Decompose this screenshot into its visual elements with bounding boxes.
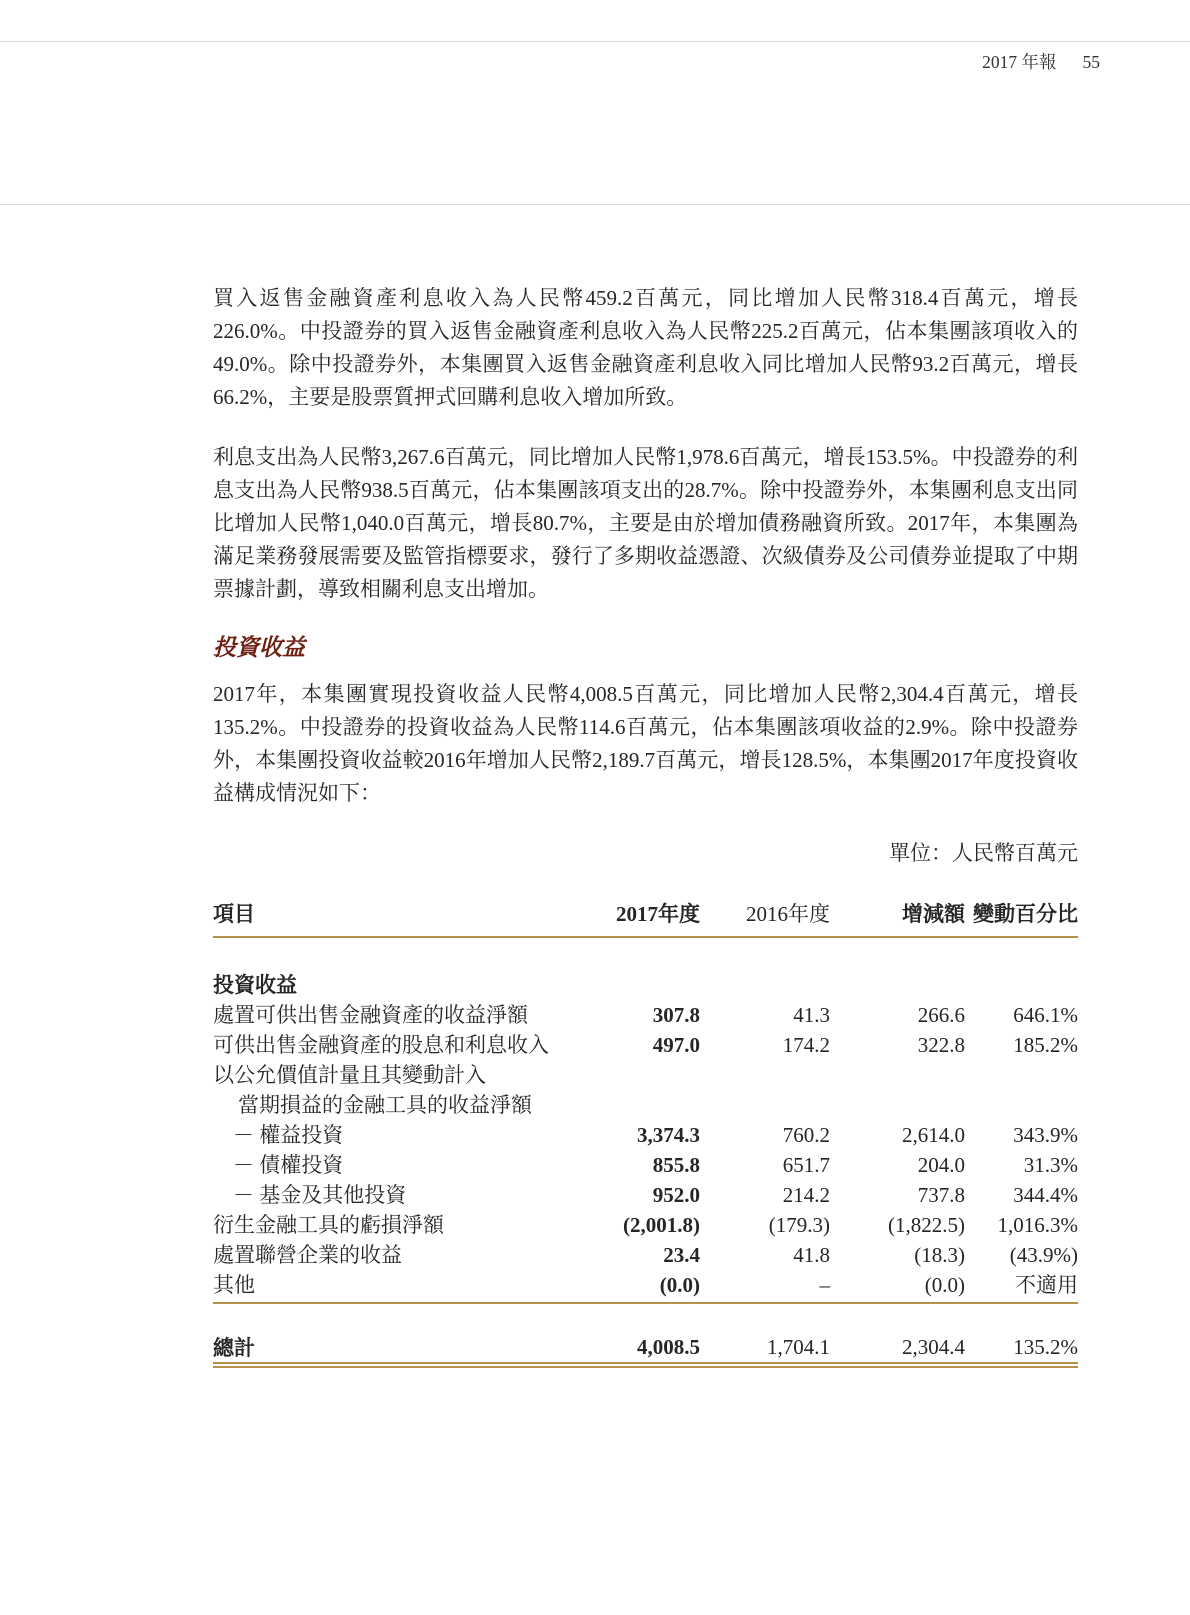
table-row	[213, 1180, 1078, 1210]
cell-2016: 760.2	[782, 1123, 830, 1147]
column-header-change: 增減額	[902, 902, 965, 926]
table-row	[213, 1240, 1078, 1270]
cell-2016: –	[819, 1273, 830, 1297]
table-row	[213, 1120, 1078, 1150]
table-row	[213, 1150, 1078, 1180]
table-bottom-double-rule	[213, 1366, 1078, 1368]
cell-change: 737.8	[917, 1183, 965, 1207]
cell-pct: 185.2%	[1013, 1033, 1078, 1057]
cell-pct: 343.9%	[1013, 1123, 1078, 1147]
cell-2017: 3,374.3	[637, 1123, 700, 1147]
report-title: 2017 年報	[982, 52, 1057, 72]
cell-total-2016: 1,704.1	[767, 1334, 830, 1359]
cell-label: 處置聯營企業的收益	[213, 1243, 402, 1267]
cell-pct: 344.4%	[1013, 1183, 1078, 1207]
cell-2016: 41.8	[793, 1243, 830, 1267]
table-row	[213, 1000, 1078, 1030]
cell-2016: 174.2	[782, 1033, 830, 1057]
cell-change: (18.3)	[914, 1243, 965, 1267]
content-column	[213, 282, 1078, 1368]
cell-2016: 41.3	[793, 1003, 830, 1027]
cell-total-2017: 4,008.5	[637, 1334, 700, 1359]
cell-2017: 23.4	[663, 1243, 700, 1267]
cell-change: 266.6	[917, 1003, 965, 1027]
table-row	[213, 970, 1078, 1000]
cell-pct: 不適用	[1015, 1273, 1078, 1297]
table-row	[213, 1060, 1078, 1090]
cell-2016: 651.7	[782, 1153, 830, 1177]
cell-2017: 952.0	[652, 1183, 700, 1207]
section-heading-investment-income: 投資收益	[213, 635, 305, 660]
cell-pct: 1,016.3%	[997, 1213, 1078, 1237]
cell-label: 衍生金融工具的虧損淨額	[213, 1213, 444, 1237]
cell-2017: 855.8	[652, 1153, 700, 1177]
cell-2017: (2,001.8)	[623, 1213, 700, 1237]
cell-label: － 基金及其他投資	[233, 1183, 407, 1207]
table-header-row	[213, 870, 1078, 938]
table-row	[213, 1030, 1078, 1060]
cell-change: (1,822.5)	[888, 1213, 965, 1237]
cell-pct: (43.9%)	[1009, 1243, 1078, 1267]
cell-label: 處置可供出售金融資產的收益淨額	[213, 1003, 528, 1027]
cell-change: (0.0)	[924, 1273, 965, 1297]
table-total-row	[213, 1332, 1078, 1364]
cell-change: 322.8	[917, 1033, 965, 1057]
cell-pct: 646.1%	[1013, 1003, 1078, 1027]
cell-change: 2,614.0	[902, 1123, 965, 1147]
header-divider-bottom	[0, 204, 1190, 205]
cell-total-label: 總計	[213, 1336, 255, 1360]
cell-label: － 權益投資	[233, 1123, 344, 1147]
cell-total-change: 2,304.4	[902, 1334, 965, 1359]
column-header-item: 項目	[213, 902, 255, 926]
cell-2017: 307.8	[652, 1003, 700, 1027]
table-row	[213, 1270, 1078, 1300]
paragraph-investment-income: 2017年，本集團實現投資收益人民幣4,008.5百萬元，同比增加人民幣2,304.4百萬元，增長135.2%。中投證券的投資收益為人民幣114.6百萬元，佔本集團該項收益的2.9%。除中投證券外，本集團投資收益較2016年增加人民幣2,189.7百萬元，增長128.5%，本集團2017年度投資收益構成情況如下：	[213, 682, 1078, 805]
table-row	[213, 1090, 1078, 1120]
cell-total-pct: 135.2%	[1013, 1334, 1078, 1359]
cell-label: － 債權投資	[233, 1153, 344, 1177]
cell-pct: 31.3%	[1023, 1153, 1078, 1177]
table-row	[213, 1210, 1078, 1240]
column-header-2017: 2017年度	[616, 902, 700, 926]
cell-label: 以公允價值計量且其變動計入	[213, 1063, 486, 1087]
column-header-2016: 2016年度	[746, 902, 830, 926]
table-unit-label: 單位：人民幣百萬元	[889, 841, 1078, 865]
cell-2016: (179.3)	[768, 1213, 830, 1237]
cell-label: 可供出售金融資產的股息和利息收入	[213, 1033, 549, 1057]
cell-2017: 497.0	[652, 1033, 700, 1057]
cell-change: 204.0	[917, 1153, 965, 1177]
cell-2016: 214.2	[782, 1183, 830, 1207]
page-number: 55	[1082, 52, 1100, 72]
cell-label: 其他	[213, 1273, 255, 1297]
cell-label: 投資收益	[213, 973, 297, 997]
paragraph-interest-expense: 利息支出為人民幣3,267.6百萬元，同比增加人民幣1,978.6百萬元，增長153.5%。中投證券的利息支出為人民幣938.5百萬元，佔本集團該項支出的28.7%。除中投證券外，本集團利息支出同比增加人民幣1,040.0百萬元，增長80.7%，主要是由於增加債務融資所致。2017年，本集團為滿足業務發展需要及監管指標要求，發行了多期收益憑證、次級債券及公司債券並提取了中期票據計劃，導致相關利息支出增加。	[213, 445, 1078, 601]
cell-2017: (0.0)	[659, 1273, 700, 1297]
column-header-pct-change: 變動百分比	[973, 902, 1078, 926]
paragraph-repo-interest-income: 買入返售金融資產利息收入為人民幣459.2百萬元，同比增加人民幣318.4百萬元，增長226.0%。中投證券的買入返售金融資產利息收入為人民幣225.2百萬元，佔本集團該項收入的49.0%。除中投證券外，本集團買入返售金融資產利息收入同比增加人民幣93.2百萬元，增長66.2%，主要是股票質押式回購利息收入增加所致。	[213, 286, 1078, 409]
table-body	[213, 938, 1078, 1304]
page-header	[982, 49, 1100, 74]
cell-label: 當期損益的金融工具的收益淨額	[238, 1093, 532, 1117]
investment-income-table	[213, 870, 1078, 1368]
header-divider-top	[0, 41, 1190, 42]
